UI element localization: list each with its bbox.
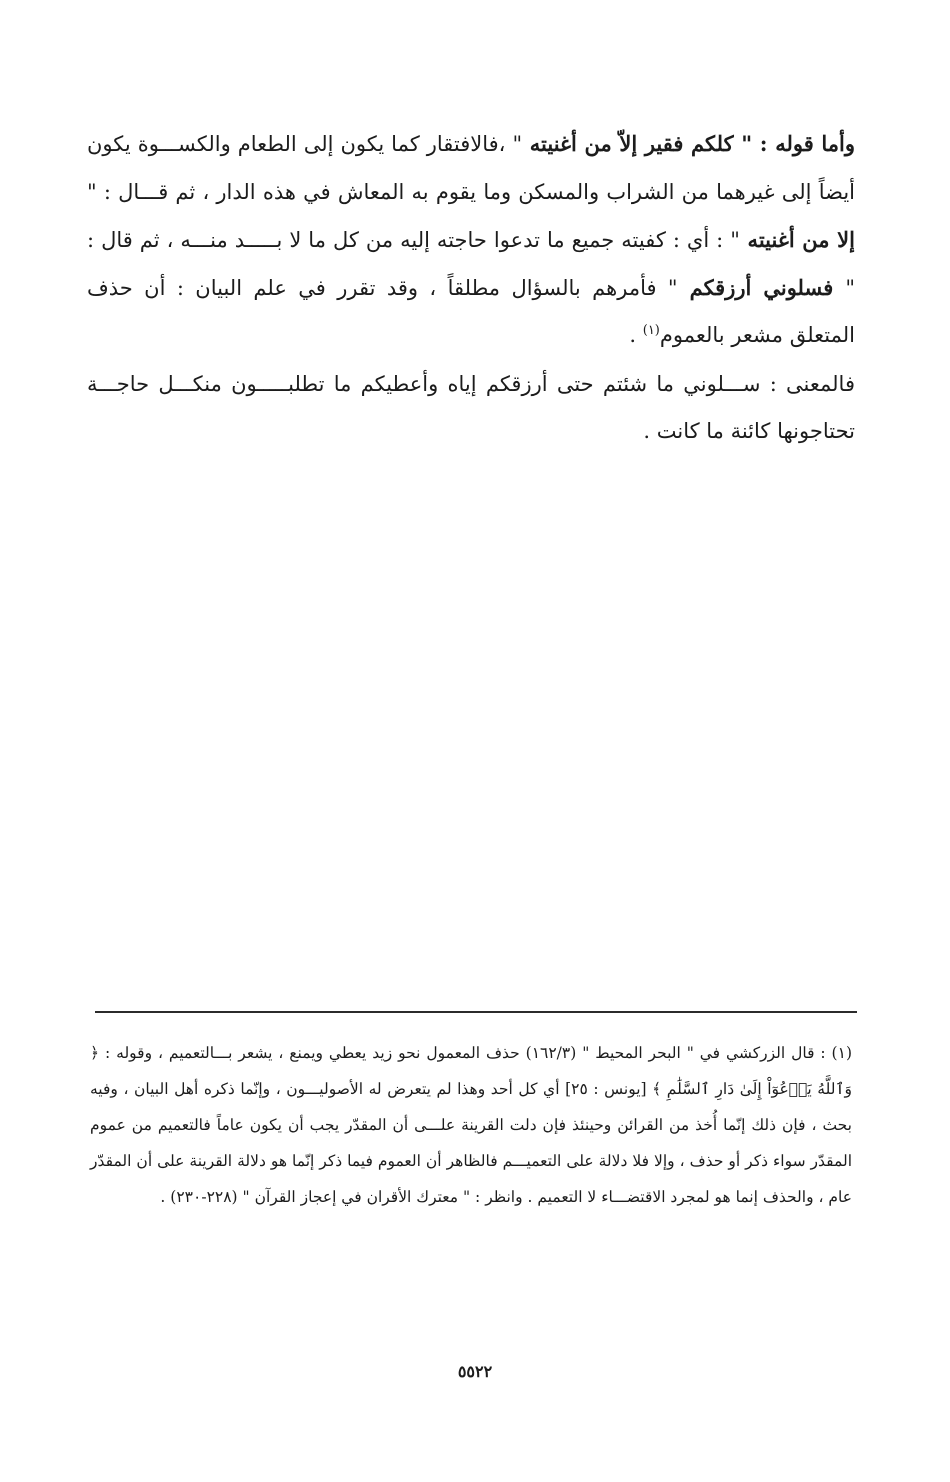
text-segment: " فأمرهم بالسؤال مطلقاً ، وقد تقرر في علم البيان : أن حذف المتعلق مشعر بالعموم xyxy=(87,276,855,347)
paragraph-2: فالمعنى : ســـلوني ما شئتم حتى أرزقكم إياه وأعطيكم ما تطلبـــــون منكـــل حاجـــة تحتاجونها كائنة ما كانت . xyxy=(87,372,855,443)
text-segment: " ،فالافتقار كما يكون إلى الطعام والكســـوة يكون أيضاً إلى غيرهما من الشراب والمسكن وما يقوم به المعاش في هذه الدار ، ثم قـــال : " xyxy=(87,132,855,204)
text-segment: " : أي : كفيته جميع ما تدعوا حاجته إليه من كل ما لا بـــــد منـــه ، ثم قال : " xyxy=(87,228,855,300)
footnote xyxy=(90,1035,852,1215)
paragraph-1 xyxy=(87,120,855,359)
footnote-reference: (١) xyxy=(642,323,660,338)
quoted-hadith: كلكم فقير إلاّ من أغنيته xyxy=(522,131,742,156)
page-number: ٥٥٢٢ xyxy=(457,1362,493,1381)
quoted-hadith: إلا من أغنيته xyxy=(739,227,855,252)
main-text xyxy=(87,120,855,455)
quoted-hadith: فسلوني أرزقكم xyxy=(677,275,846,300)
text-segment: . xyxy=(629,323,643,347)
text-segment: وأما قوله : " xyxy=(741,131,855,156)
footnote-text: (١) : قال الزركشي في " البحر المحيط " (١٦٢/٣) حذف المعمول نحو زيد يعطي ويمنع ، يشعر بـــالتعميم ، وقوله : ﴿ وَٱللَّهُ يَدۡعُوٓاْ إِلَىٰ دَارِ ٱلسَّلَٰمِ ﴾ [يونس : ٢٥] أي كل أحد وهذا لم يتعرض له الأصوليـــون ، وإنّما ذكره أهل البيان ، وفيه بحث ، فإن ذلك إنّما أُخذ من القرائن وحينئذ فإن دلت القرينة علـــى أن المقدّر يجب أن يكون عاماً فالتعميم من عموم المقدّر سواء ذكر أو حذف ، وإلا فلا دلالة على التعميـــم فالظاهر أن العموم فيما ذكر إنّما هو دلالة القرينة على أن المقدّر عام ، والحذف إنما هو لمجرد الاقتضـــاء لا التعميم . وانظر : " معترك الأقران في إعجاز القرآن " (٢٢٨-٢٣٠) . xyxy=(90,1044,852,1206)
footnote-separator xyxy=(95,1011,857,1013)
